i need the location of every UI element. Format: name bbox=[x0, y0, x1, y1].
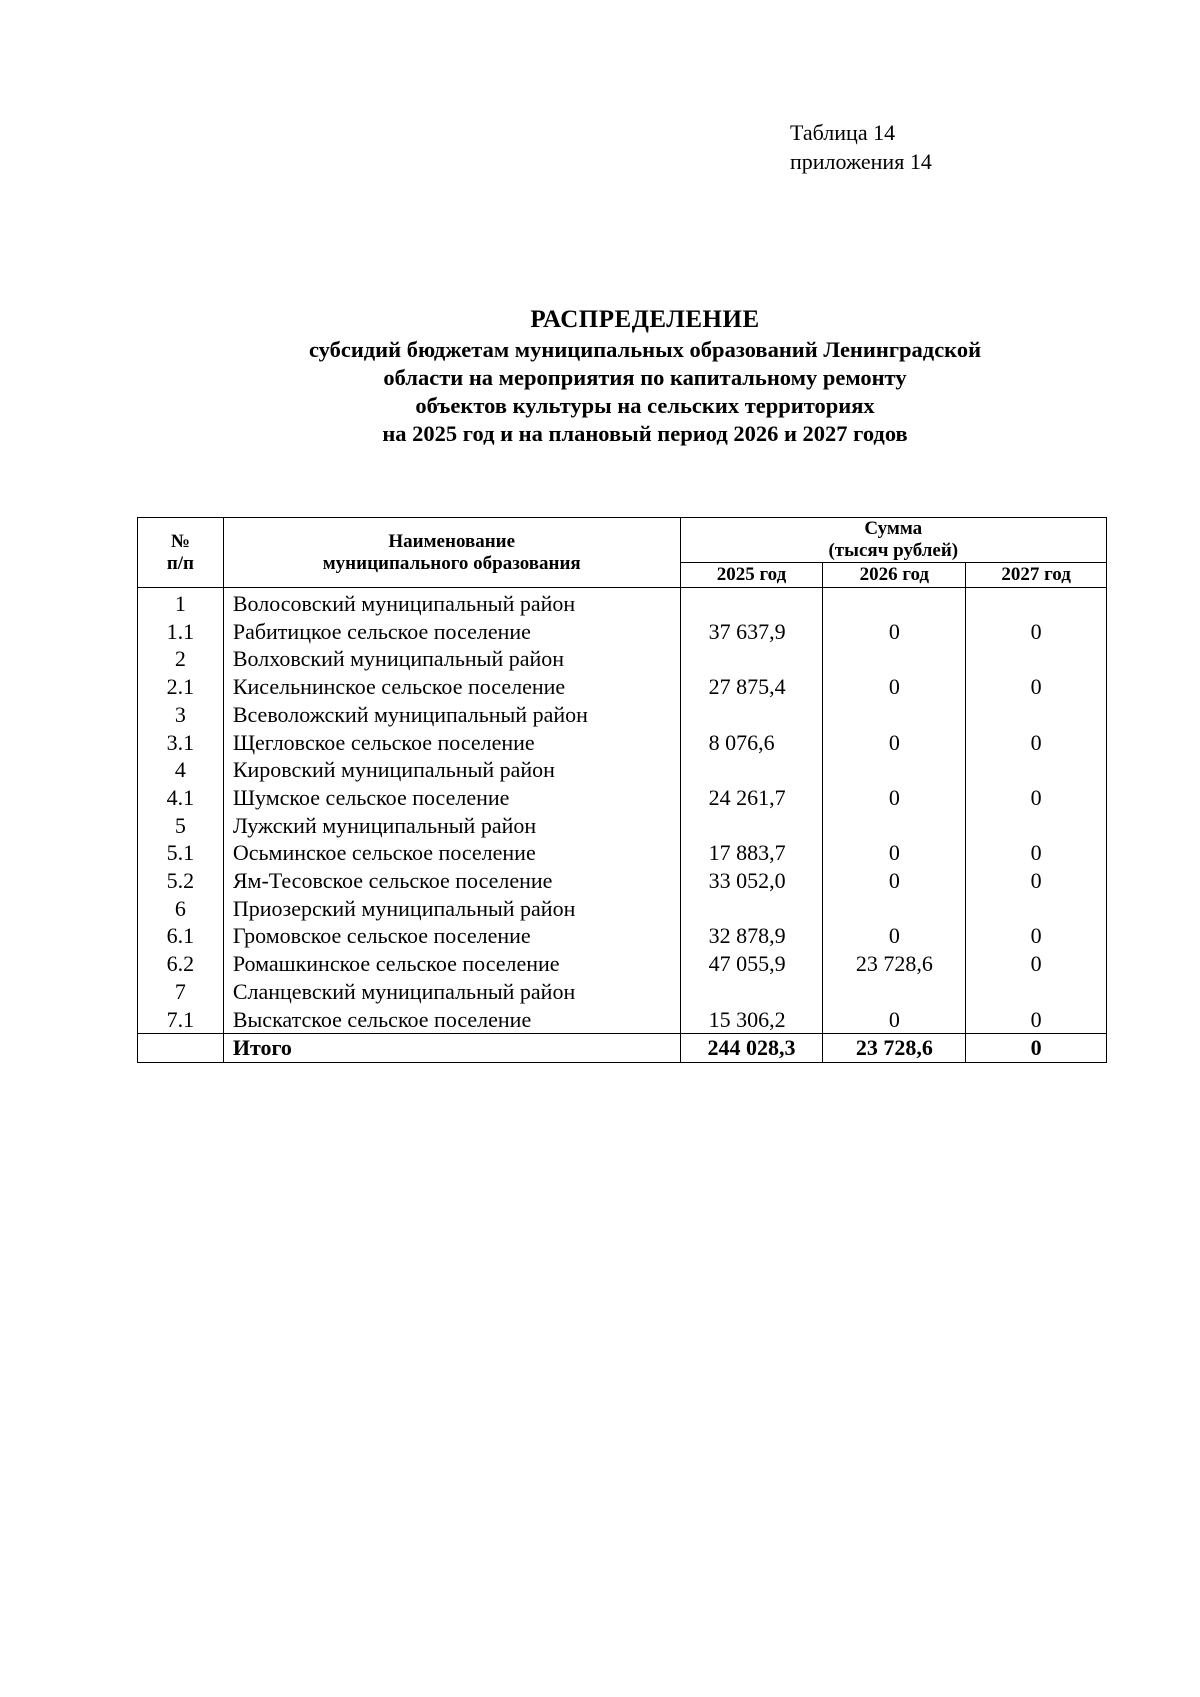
row-value-2025: 15 306,2 bbox=[680, 1006, 823, 1034]
row-value-2026: 0 bbox=[823, 673, 966, 701]
header-number-line-1: № bbox=[170, 530, 190, 552]
row-value-2027: 0 bbox=[966, 729, 1107, 757]
row-value-2026 bbox=[823, 701, 966, 729]
total-value-2027: 0 bbox=[966, 1034, 1107, 1063]
row-value-2026 bbox=[823, 978, 966, 1006]
subtitle-line-1: субсидий бюджетам муниципальных образований Ленинградской bbox=[308, 337, 982, 362]
row-value-2026 bbox=[823, 812, 966, 840]
table-row bbox=[138, 618, 1107, 646]
row-value-2027: 0 bbox=[966, 1006, 1107, 1034]
row-number: 5 bbox=[138, 812, 224, 840]
row-number: 7.1 bbox=[138, 1006, 224, 1034]
row-name: Кировский муниципальный район bbox=[223, 756, 680, 784]
total-value-2026: 23 728,6 bbox=[823, 1034, 966, 1063]
row-value-2027 bbox=[966, 978, 1107, 1006]
table-row bbox=[138, 1006, 1107, 1034]
row-name: Волховский муниципальный район bbox=[223, 645, 680, 673]
row-value-2027: 0 bbox=[966, 839, 1107, 867]
header-number-line-2: п/п bbox=[166, 552, 195, 574]
total-value-2025: 244 028,3 bbox=[680, 1034, 823, 1063]
header-name bbox=[223, 518, 680, 588]
row-value-2025: 24 261,7 bbox=[680, 784, 823, 812]
row-value-2026 bbox=[823, 756, 966, 784]
row-name: Сланцевский муниципальный район bbox=[223, 978, 680, 1006]
header-year-2025: 2025 год bbox=[680, 563, 823, 588]
row-name: Шумское сельское поселение bbox=[223, 784, 680, 812]
header-year-2026: 2026 год bbox=[823, 563, 966, 588]
row-number: 7 bbox=[138, 978, 224, 1006]
page-title: РАСПРЕДЕЛЕНИЕ bbox=[530, 306, 760, 333]
subtitle-line-3: объектов культуры на сельских территориях bbox=[415, 393, 875, 418]
row-value-2025: 47 055,9 bbox=[680, 950, 823, 978]
header-sum bbox=[680, 518, 1106, 563]
row-value-2025 bbox=[680, 978, 823, 1006]
table-row bbox=[138, 756, 1107, 784]
total-number-cell bbox=[138, 1034, 224, 1063]
header-number bbox=[138, 518, 224, 588]
row-value-2026 bbox=[823, 645, 966, 673]
row-number: 1 bbox=[138, 588, 224, 618]
table-row bbox=[138, 895, 1107, 923]
document-heading bbox=[0, 304, 1200, 448]
table-header bbox=[138, 518, 1107, 588]
row-value-2026: 0 bbox=[823, 618, 966, 646]
row-value-2027 bbox=[966, 645, 1107, 673]
row-value-2027: 0 bbox=[966, 922, 1107, 950]
header-sum-line-1: Сумма bbox=[864, 518, 923, 539]
row-value-2027: 0 bbox=[966, 784, 1107, 812]
row-value-2025 bbox=[680, 701, 823, 729]
row-name: Приозерский муниципальный район bbox=[223, 895, 680, 923]
row-name: Рабитицкое сельское поселение bbox=[223, 618, 680, 646]
row-value-2026: 0 bbox=[823, 729, 966, 757]
table-row bbox=[138, 812, 1107, 840]
row-name: Громовское сельское поселение bbox=[223, 922, 680, 950]
subsidy-table bbox=[137, 517, 1107, 1063]
table-row bbox=[138, 922, 1107, 950]
row-name: Осьминское сельское поселение bbox=[223, 839, 680, 867]
row-name: Лужский муниципальный район bbox=[223, 812, 680, 840]
header-name-line-2: муниципального образования bbox=[322, 552, 581, 574]
table-reference bbox=[790, 118, 932, 176]
row-value-2025: 27 875,4 bbox=[680, 673, 823, 701]
row-number: 3.1 bbox=[138, 729, 224, 757]
row-number: 1.1 bbox=[138, 618, 224, 646]
row-value-2026: 0 bbox=[823, 867, 966, 895]
row-value-2027 bbox=[966, 812, 1107, 840]
row-name: Кисельнинское сельское поселение bbox=[223, 673, 680, 701]
row-value-2025: 32 878,9 bbox=[680, 922, 823, 950]
row-value-2026: 0 bbox=[823, 1006, 966, 1034]
table-row bbox=[138, 701, 1107, 729]
subtitle-line-2: области на мероприятия по капитальному ремонту bbox=[383, 365, 907, 390]
row-value-2027 bbox=[966, 588, 1107, 618]
row-name: Всеволожский муниципальный район bbox=[223, 701, 680, 729]
row-value-2025: 33 052,0 bbox=[680, 867, 823, 895]
row-number: 6.2 bbox=[138, 950, 224, 978]
subtitle-line-4: на 2025 год и на плановый период 2026 и 2027 годов bbox=[382, 421, 908, 446]
row-value-2027: 0 bbox=[966, 867, 1107, 895]
header-sum-line-2: (тысяч рублей) bbox=[828, 540, 959, 561]
table-row bbox=[138, 950, 1107, 978]
table-row bbox=[138, 673, 1107, 701]
row-number: 2.1 bbox=[138, 673, 224, 701]
row-name: Щегловское сельское поселение bbox=[223, 729, 680, 757]
row-value-2025: 8 076,6 bbox=[680, 729, 823, 757]
table-number: Таблица 14 bbox=[790, 120, 896, 145]
row-number: 3 bbox=[138, 701, 224, 729]
row-value-2027: 0 bbox=[966, 673, 1107, 701]
row-value-2026: 23 728,6 bbox=[823, 950, 966, 978]
row-value-2027 bbox=[966, 701, 1107, 729]
row-value-2027: 0 bbox=[966, 618, 1107, 646]
row-number: 4 bbox=[138, 756, 224, 784]
row-value-2026 bbox=[823, 588, 966, 618]
appendix-number: приложения 14 bbox=[790, 149, 932, 174]
table-row bbox=[138, 729, 1107, 757]
row-value-2026: 0 bbox=[823, 784, 966, 812]
row-number: 6.1 bbox=[138, 922, 224, 950]
row-name: Волосовский муниципальный район bbox=[223, 588, 680, 618]
table-row bbox=[138, 839, 1107, 867]
header-year-2027: 2027 год bbox=[966, 563, 1107, 588]
row-number: 5.1 bbox=[138, 839, 224, 867]
row-name: Ромашкинское сельское поселение bbox=[223, 950, 680, 978]
row-value-2026: 0 bbox=[823, 922, 966, 950]
row-number: 4.1 bbox=[138, 784, 224, 812]
total-label: Итого bbox=[223, 1034, 680, 1063]
row-value-2026: 0 bbox=[823, 839, 966, 867]
row-value-2027 bbox=[966, 756, 1107, 784]
row-value-2027: 0 bbox=[966, 950, 1107, 978]
row-value-2025 bbox=[680, 812, 823, 840]
row-value-2025 bbox=[680, 588, 823, 618]
row-value-2027 bbox=[966, 895, 1107, 923]
row-name: Выскатское сельское поселение bbox=[223, 1006, 680, 1034]
total-row bbox=[138, 1034, 1107, 1063]
header-name-line-1: Наименование bbox=[388, 530, 516, 552]
table-row bbox=[138, 784, 1107, 812]
row-number: 5.2 bbox=[138, 867, 224, 895]
table-row bbox=[138, 867, 1107, 895]
row-value-2025 bbox=[680, 895, 823, 923]
row-name: Ям-Тесовское сельское поселение bbox=[223, 867, 680, 895]
table-row bbox=[138, 588, 1107, 618]
row-value-2025: 37 637,9 bbox=[680, 618, 823, 646]
row-value-2025: 17 883,7 bbox=[680, 839, 823, 867]
row-value-2025 bbox=[680, 756, 823, 784]
table-row bbox=[138, 978, 1107, 1006]
table-body bbox=[138, 588, 1107, 1063]
row-value-2026 bbox=[823, 895, 966, 923]
row-value-2025 bbox=[680, 645, 823, 673]
row-number: 2 bbox=[138, 645, 224, 673]
row-number: 6 bbox=[138, 895, 224, 923]
table-row bbox=[138, 645, 1107, 673]
